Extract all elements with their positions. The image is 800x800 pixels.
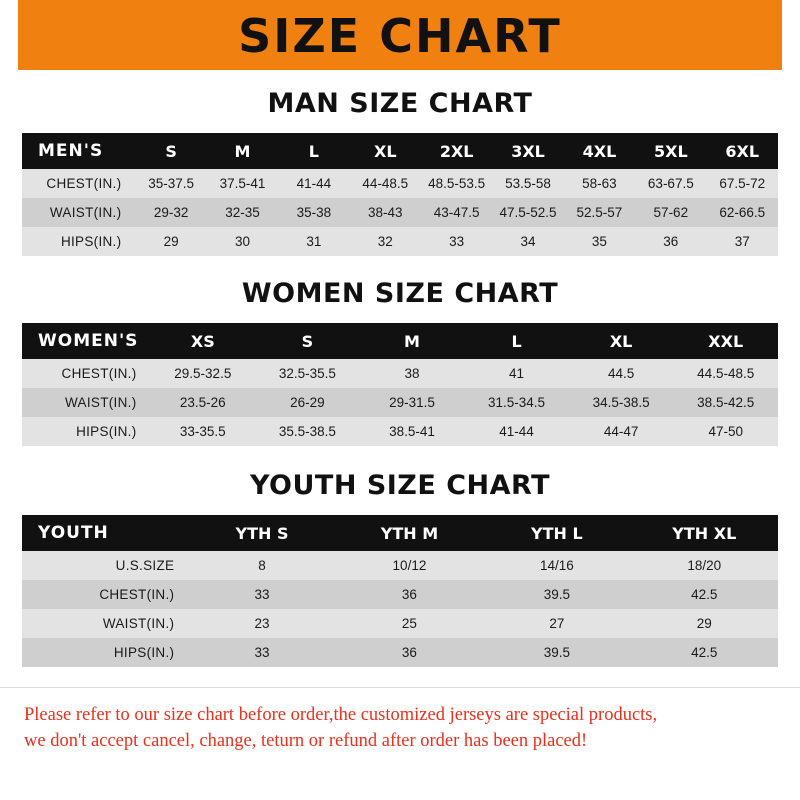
cell: 23.5-26 — [151, 388, 256, 417]
cell: 25 — [336, 609, 483, 638]
cell: 36 — [336, 638, 483, 667]
cell: 38.5-41 — [360, 417, 465, 446]
men-size-table — [22, 133, 778, 256]
row-label: WAIST(IN.) — [22, 198, 135, 227]
column-header: S — [255, 323, 360, 359]
cell: 29-31.5 — [360, 388, 465, 417]
row-label: CHEST(IN.) — [22, 580, 188, 609]
cell: 18/20 — [631, 551, 778, 580]
column-header: XL — [350, 133, 421, 169]
column-header: YTH M — [336, 515, 483, 551]
cell: 37.5-41 — [207, 169, 278, 198]
cell: 10/12 — [336, 551, 483, 580]
women-section-title: WOMEN SIZE CHART — [241, 278, 559, 309]
cell: 53.5-58 — [492, 169, 563, 198]
cell: 39.5 — [483, 638, 630, 667]
row-label: WAIST(IN.) — [22, 388, 151, 417]
cell: 48.5-53.5 — [421, 169, 492, 198]
cell: 39.5 — [483, 580, 630, 609]
table-row — [22, 359, 778, 388]
cell: 63-67.5 — [635, 169, 706, 198]
cell: 37 — [707, 227, 778, 256]
row-label: HIPS(IN.) — [22, 417, 151, 446]
row-label: HIPS(IN.) — [22, 227, 135, 256]
column-header: 6XL — [707, 133, 778, 169]
cell: 26-29 — [255, 388, 360, 417]
table-header-row — [22, 133, 778, 169]
table-row — [22, 227, 778, 256]
footer-note — [0, 687, 800, 755]
cell: 14/16 — [483, 551, 630, 580]
cell: 58-63 — [564, 169, 635, 198]
cell: 38 — [360, 359, 465, 388]
cell: 35.5-38.5 — [255, 417, 360, 446]
cell: 29.5-32.5 — [151, 359, 256, 388]
column-header: 4XL — [564, 133, 635, 169]
column-header: WOMEN'S — [22, 323, 151, 359]
table-row — [22, 388, 778, 417]
cell: 42.5 — [631, 638, 778, 667]
column-header: XL — [569, 323, 674, 359]
footer-line-2: we don't accept cancel, change, teturn or refund after order has been placed! — [24, 731, 588, 752]
banner-edge-right — [782, 0, 800, 70]
cell: 27 — [483, 609, 630, 638]
column-header: L — [278, 133, 349, 169]
column-header: 5XL — [635, 133, 706, 169]
cell: 32-35 — [207, 198, 278, 227]
cell: 33 — [421, 227, 492, 256]
cell: 43-47.5 — [421, 198, 492, 227]
cell: 8 — [188, 551, 335, 580]
cell: 35-37.5 — [135, 169, 206, 198]
chart-content — [0, 88, 800, 667]
row-label: CHEST(IN.) — [22, 169, 135, 198]
cell: 30 — [207, 227, 278, 256]
cell: 35 — [564, 227, 635, 256]
table-row — [22, 638, 778, 667]
banner-edge-left — [0, 0, 18, 70]
cell: 41-44 — [464, 417, 569, 446]
header-banner — [0, 0, 800, 70]
column-header: L — [464, 323, 569, 359]
row-label: WAIST(IN.) — [22, 609, 188, 638]
cell: 47-50 — [673, 417, 778, 446]
cell: 33-35.5 — [151, 417, 256, 446]
column-header: M — [207, 133, 278, 169]
table-header-row — [22, 323, 778, 359]
page-title: SIZE CHART — [238, 9, 562, 63]
youth-size-table — [22, 515, 778, 667]
cell: 42.5 — [631, 580, 778, 609]
cell: 34 — [492, 227, 563, 256]
men-section-title: MAN SIZE CHART — [267, 88, 533, 119]
row-label: U.S.SIZE — [22, 551, 188, 580]
cell: 31 — [278, 227, 349, 256]
column-header: YTH L — [483, 515, 630, 551]
table-row — [22, 417, 778, 446]
table-row — [22, 198, 778, 227]
cell: 23 — [188, 609, 335, 638]
column-header: XS — [151, 323, 256, 359]
column-header: 3XL — [492, 133, 563, 169]
column-header: YTH S — [188, 515, 335, 551]
table-row — [22, 580, 778, 609]
cell: 34.5-38.5 — [569, 388, 674, 417]
footer-line-1: Please refer to our size chart before order,the customized jerseys are special products, — [24, 705, 658, 725]
row-label: CHEST(IN.) — [22, 359, 151, 388]
cell: 52.5-57 — [564, 198, 635, 227]
table-row — [22, 551, 778, 580]
cell: 41-44 — [278, 169, 349, 198]
column-header: YTH XL — [631, 515, 778, 551]
table-row — [22, 169, 778, 198]
cell: 57-62 — [635, 198, 706, 227]
cell: 44.5 — [569, 359, 674, 388]
cell: 44-48.5 — [350, 169, 421, 198]
cell: 29 — [631, 609, 778, 638]
cell: 67.5-72 — [707, 169, 778, 198]
row-label: HIPS(IN.) — [22, 638, 188, 667]
cell: 62-66.5 — [707, 198, 778, 227]
cell: 31.5-34.5 — [464, 388, 569, 417]
column-header: M — [360, 323, 465, 359]
table-header-row — [22, 515, 778, 551]
cell: 47.5-52.5 — [492, 198, 563, 227]
cell: 41 — [464, 359, 569, 388]
cell: 44.5-48.5 — [673, 359, 778, 388]
column-header: 2XL — [421, 133, 492, 169]
column-header: YOUTH — [22, 515, 188, 551]
cell: 36 — [336, 580, 483, 609]
cell: 38.5-42.5 — [673, 388, 778, 417]
youth-section-title: YOUTH SIZE CHART — [249, 470, 551, 501]
cell: 33 — [188, 580, 335, 609]
column-header: XXL — [673, 323, 778, 359]
cell: 29 — [135, 227, 206, 256]
cell: 32.5-35.5 — [255, 359, 360, 388]
cell: 36 — [635, 227, 706, 256]
women-size-table — [22, 323, 778, 446]
column-header: S — [135, 133, 206, 169]
cell: 33 — [188, 638, 335, 667]
cell: 35-38 — [278, 198, 349, 227]
cell: 32 — [350, 227, 421, 256]
table-row — [22, 609, 778, 638]
cell: 38-43 — [350, 198, 421, 227]
cell: 44-47 — [569, 417, 674, 446]
column-header: MEN'S — [22, 133, 135, 169]
cell: 29-32 — [135, 198, 206, 227]
